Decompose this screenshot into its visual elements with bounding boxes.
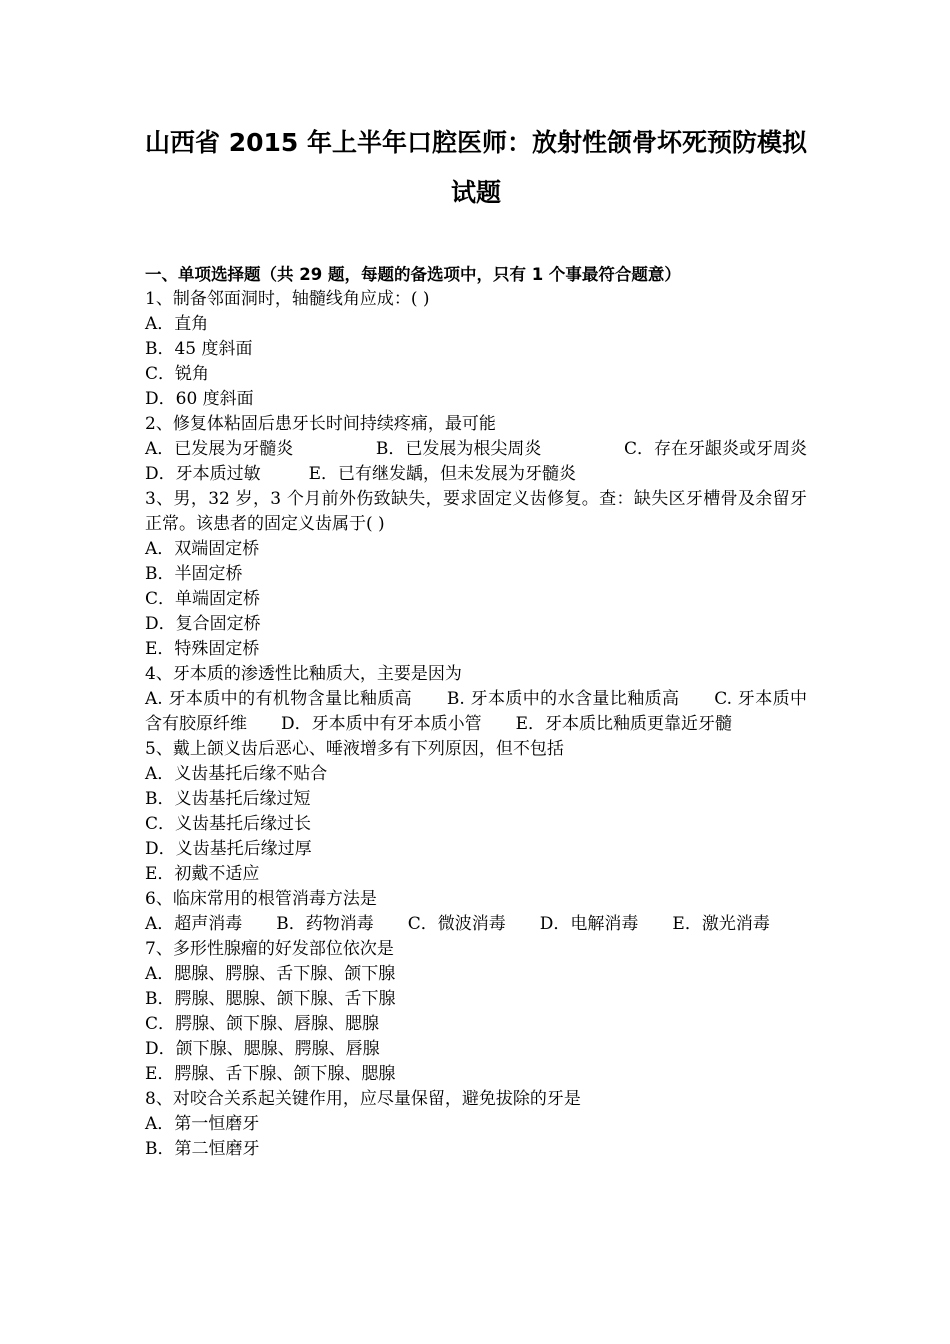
question-stem: 7、多形性腺瘤的好发部位依次是 bbox=[145, 939, 394, 959]
option-c: C．存在牙龈炎或牙周炎 bbox=[623, 439, 807, 459]
options-paragraph: A. 牙本质中的有机物含量比釉质高 B. 牙本质中的水含量比釉质高 C. 牙本质中含有胶原纤维 D．牙本质中有牙本质小管 E．牙本质比釉质更靠近牙髓 bbox=[145, 689, 807, 734]
option-a: A．义齿基托后缘不贴合 bbox=[145, 764, 328, 784]
options-paragraph: A．超声消毒 B．药物消毒 C．微波消毒 D．电解消毒 E．激光消毒 bbox=[145, 914, 770, 934]
option-e: E．已有继发龋，但未发展为牙髓炎 bbox=[308, 464, 577, 484]
option-b: B．腭腺、腮腺、颌下腺、舌下腺 bbox=[145, 989, 396, 1009]
question-stem: 6、临床常用的根管消毒方法是 bbox=[145, 889, 377, 909]
option-a: A．已发展为牙髓炎 bbox=[145, 439, 294, 459]
option-a: A．双端固定桥 bbox=[145, 539, 260, 559]
question-stem: 4、牙本质的渗透性比釉质大，主要是因为 bbox=[145, 664, 462, 684]
option-d: D．义齿基托后缘过厚 bbox=[145, 839, 312, 859]
option-c: C．锐角 bbox=[145, 364, 210, 384]
option-c: C．腭腺、颌下腺、唇腺、腮腺 bbox=[145, 1014, 380, 1034]
question-8 bbox=[145, 1087, 807, 1162]
section-heading: 一、单项选择题（共 29 题，每题的备选项中，只有 1 个事最符合题意） bbox=[145, 265, 681, 284]
option-row bbox=[145, 462, 807, 487]
option-d: D．牙本质过敏 bbox=[145, 464, 261, 484]
title-line-2: 试题 bbox=[450, 178, 501, 207]
document-title bbox=[145, 118, 807, 218]
question-stem: 1、制备邻面洞时，轴髓线角应成：( ) bbox=[145, 289, 430, 309]
question-5 bbox=[145, 737, 807, 887]
option-e: E．特殊固定桥 bbox=[145, 639, 260, 659]
question-stem: 2、修复体粘固后患牙长时间持续疼痛，最可能 bbox=[145, 414, 496, 434]
question-6 bbox=[145, 887, 807, 937]
title-line-1: 山西省 2015 年上半年口腔医师：放射性颌骨坏死预防模拟 bbox=[145, 128, 807, 157]
question-3 bbox=[145, 487, 807, 662]
option-d: D．颌下腺、腮腺、腭腺、唇腺 bbox=[145, 1039, 380, 1059]
document-page bbox=[145, 118, 807, 1162]
question-stem: 8、对咬合关系起关键作用，应尽量保留，避免拔除的牙是 bbox=[145, 1089, 581, 1109]
option-b: B．半固定桥 bbox=[145, 564, 243, 584]
option-d: D．60 度斜面 bbox=[145, 389, 254, 409]
question-1 bbox=[145, 287, 807, 412]
option-a: A．直角 bbox=[145, 314, 209, 334]
option-d: D．复合固定桥 bbox=[145, 614, 261, 634]
option-e: E．初戴不适应 bbox=[145, 864, 260, 884]
option-c: C．单端固定桥 bbox=[145, 589, 261, 609]
option-b: B．义齿基托后缘过短 bbox=[145, 789, 311, 809]
question-stem: 3、男，32 岁，3 个月前外伤致缺失，要求固定义齿修复。查：缺失区牙槽骨及余留牙正常。该患者的固定义齿属于( ) bbox=[145, 489, 807, 534]
option-a: A．腮腺、腭腺、舌下腺、颌下腺 bbox=[145, 964, 396, 984]
option-a: A．第一恒磨牙 bbox=[145, 1114, 260, 1134]
option-b: B．45 度斜面 bbox=[145, 339, 253, 359]
question-4 bbox=[145, 662, 807, 737]
option-row bbox=[145, 437, 807, 462]
option-e: E．腭腺、舌下腺、颌下腺、腮腺 bbox=[145, 1064, 396, 1084]
option-c: C．义齿基托后缘过长 bbox=[145, 814, 312, 834]
option-b: B．第二恒磨牙 bbox=[145, 1139, 260, 1159]
question-stem: 5、戴上颌义齿后恶心、唾液增多有下列原因，但不包括 bbox=[145, 739, 564, 759]
question-7 bbox=[145, 937, 807, 1087]
question-2 bbox=[145, 412, 807, 487]
option-b: B．已发展为根尖周炎 bbox=[375, 439, 542, 459]
